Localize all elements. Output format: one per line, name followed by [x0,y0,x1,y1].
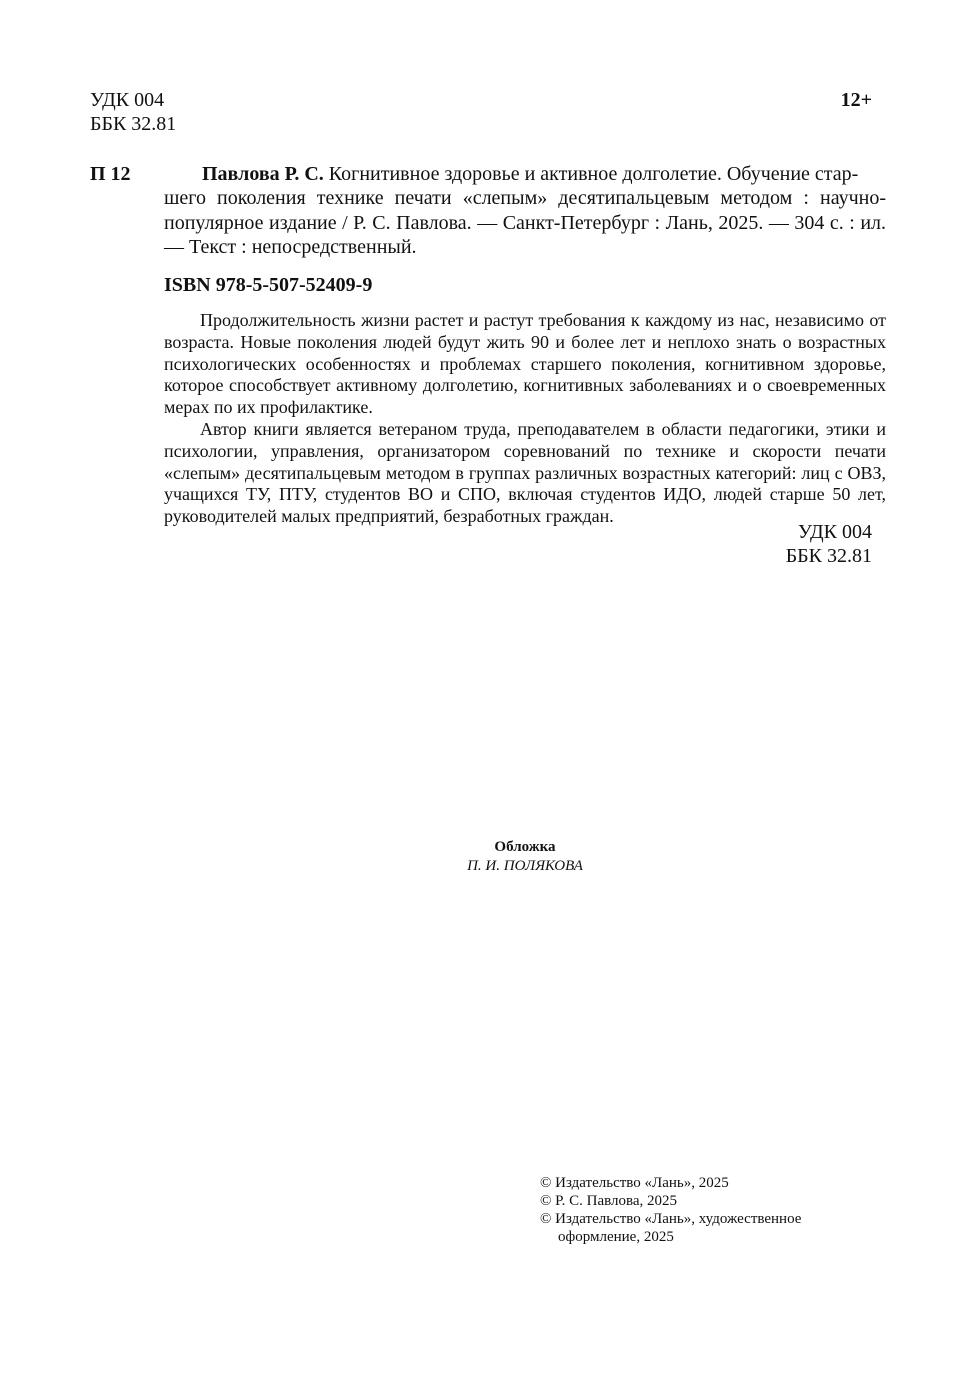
udk-code-bottom: УДК 004 [797,521,872,543]
classifier-codes-bottom [786,520,872,568]
cover-label: Обложка [494,839,556,855]
cover-designer: П. И. ПОЛЯКОВА [467,858,583,874]
bbk-code-bottom: ББК 32.81 [785,545,872,567]
udk-code: УДК 004 [90,89,165,111]
isbn: ISBN 978-5-507-52409-9 [164,274,373,296]
title-rest: шего поколения технике печати «слепым» десятипальцевым методом : научно-популярное издание / Р. С. Павлова. — Санкт-Петербург : Лань, 2025. — 304 с. : ил. — Текст : непосредственный. [164,187,886,258]
copyright-line-4: оформление, 2025 [558,1229,674,1245]
title-first-line: Когнитивное здоровье и активное долголетие. Обучение стар- [323,163,859,185]
cover-credit [0,838,976,876]
annotation-paragraph-2: Автор книги является ветераном труда, преподавателем в области педагогики, этики и психологии, управления, организатором соревнований по технике и скорости печати «слепым» десятипальцевым методом в группах различных возрастных категорий: лиц с ОВЗ, учащихся ТУ, ПТУ, студентов ВО и СПО, включая студентов ИДО, людей старше 50 лет, руководителей малых предприятий, безработных граждан. [164,418,886,527]
age-rating: 12+ [840,89,872,111]
classifier-codes-top [90,88,176,136]
copyright-block [540,1174,801,1246]
author-mark: П 12 [90,163,131,185]
copyright-line-2: © Р. С. Павлова, 2025 [540,1193,678,1209]
copyright-line-3: © Издательство «Лань», художественное [540,1211,802,1227]
bibliographic-record [164,162,886,259]
annotation-paragraph-1: Продолжительность жизни растет и растут требования к каждому из нас, независимо от возраста. Новые поколения людей будут жить 90 и более лет и неплохо знать о возрастных психологических особенностях и проблемах старшего поколения, когнитивном здоровье, которое способствует активному долголетию, когнитивных заболеваниях и о своевременных мерах по их профилактике. [164,310,886,418]
bbk-code: ББК 32.81 [90,113,177,135]
author-name: Павлова Р. С. [202,163,324,185]
annotation [164,310,886,528]
copyright-line-1: © Издательство «Лань», 2025 [540,1175,729,1191]
